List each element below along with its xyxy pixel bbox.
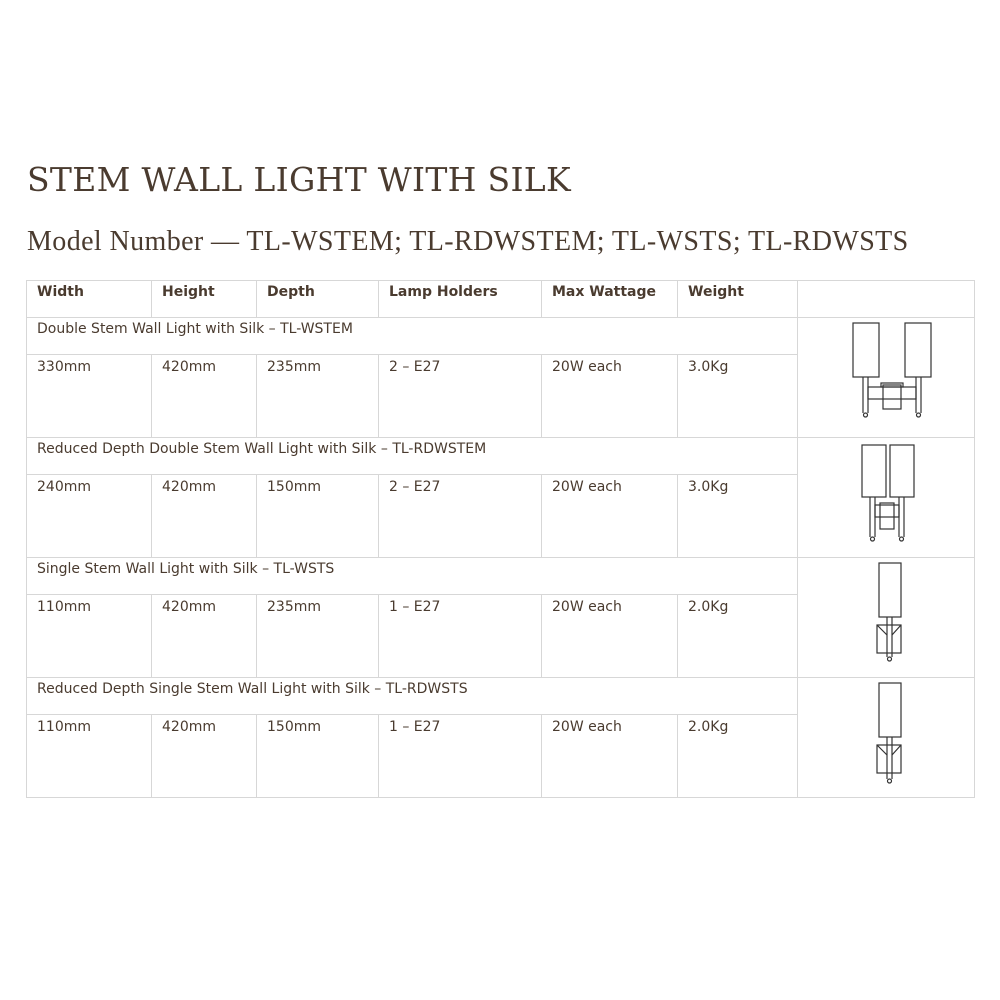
column-header-max-wattage: Max Wattage — [542, 281, 678, 318]
product-weight: 2.0Kg — [678, 715, 798, 798]
product-name-row — [27, 678, 975, 715]
product-width: 240mm — [27, 475, 152, 558]
product-image-cell — [798, 438, 975, 558]
product-name-row — [27, 318, 975, 355]
column-header-depth: Depth — [257, 281, 379, 318]
product-name: Single Stem Wall Light with Silk – TL-WSTS — [27, 558, 798, 595]
product-width: 330mm — [27, 355, 152, 438]
product-max-wattage: 20W each — [542, 355, 678, 438]
column-header-height: Height — [152, 281, 257, 318]
header-row — [27, 281, 975, 318]
product-name: Reduced Depth Double Stem Wall Light with Silk – TL-RDWSTEM — [27, 438, 798, 475]
product-height: 420mm — [152, 715, 257, 798]
column-header-lamp-holders: Lamp Holders — [379, 281, 542, 318]
product-weight: 3.0Kg — [678, 475, 798, 558]
product-name-row — [27, 438, 975, 475]
model-number-subtitle: Model Number — TL-WSTEM; TL-RDWSTEM; TL-WSTS; TL-RDWSTS — [27, 226, 909, 257]
product-depth: 235mm — [257, 595, 379, 678]
product-max-wattage: 20W each — [542, 595, 678, 678]
product-weight: 3.0Kg — [678, 355, 798, 438]
product-lamp-holders: 1 – E27 — [379, 715, 542, 798]
product-image-cell — [798, 558, 975, 678]
product-depth: 150mm — [257, 475, 379, 558]
product-lamp-holders: 2 – E27 — [379, 475, 542, 558]
product-width: 110mm — [27, 715, 152, 798]
double-stem-wall-light-icon — [841, 321, 941, 419]
product-name-row — [27, 558, 975, 595]
product-height: 420mm — [152, 475, 257, 558]
reduced-double-stem-wall-light-icon — [856, 441, 926, 543]
product-name: Reduced Depth Single Stem Wall Light with Silk – TL-RDWSTS — [27, 678, 798, 715]
product-weight: 2.0Kg — [678, 595, 798, 678]
product-depth: 150mm — [257, 715, 379, 798]
product-width: 110mm — [27, 595, 152, 678]
product-height: 420mm — [152, 355, 257, 438]
product-lamp-holders: 1 – E27 — [379, 595, 542, 678]
product-lamp-holders: 2 – E27 — [379, 355, 542, 438]
column-header-weight: Weight — [678, 281, 798, 318]
reduced-single-stem-wall-light-icon — [871, 681, 911, 785]
product-image-cell — [798, 678, 975, 798]
product-height: 420mm — [152, 595, 257, 678]
product-image-cell — [798, 318, 975, 438]
product-name: Double Stem Wall Light with Silk – TL-WSTEM — [27, 318, 798, 355]
column-header-width: Width — [27, 281, 152, 318]
page-title: STEM WALL LIGHT WITH SILK — [27, 160, 571, 199]
product-depth: 235mm — [257, 355, 379, 438]
product-max-wattage: 20W each — [542, 715, 678, 798]
column-header-image — [798, 281, 975, 318]
single-stem-wall-light-icon — [871, 561, 911, 663]
spec-table — [26, 280, 975, 798]
product-max-wattage: 20W each — [542, 475, 678, 558]
